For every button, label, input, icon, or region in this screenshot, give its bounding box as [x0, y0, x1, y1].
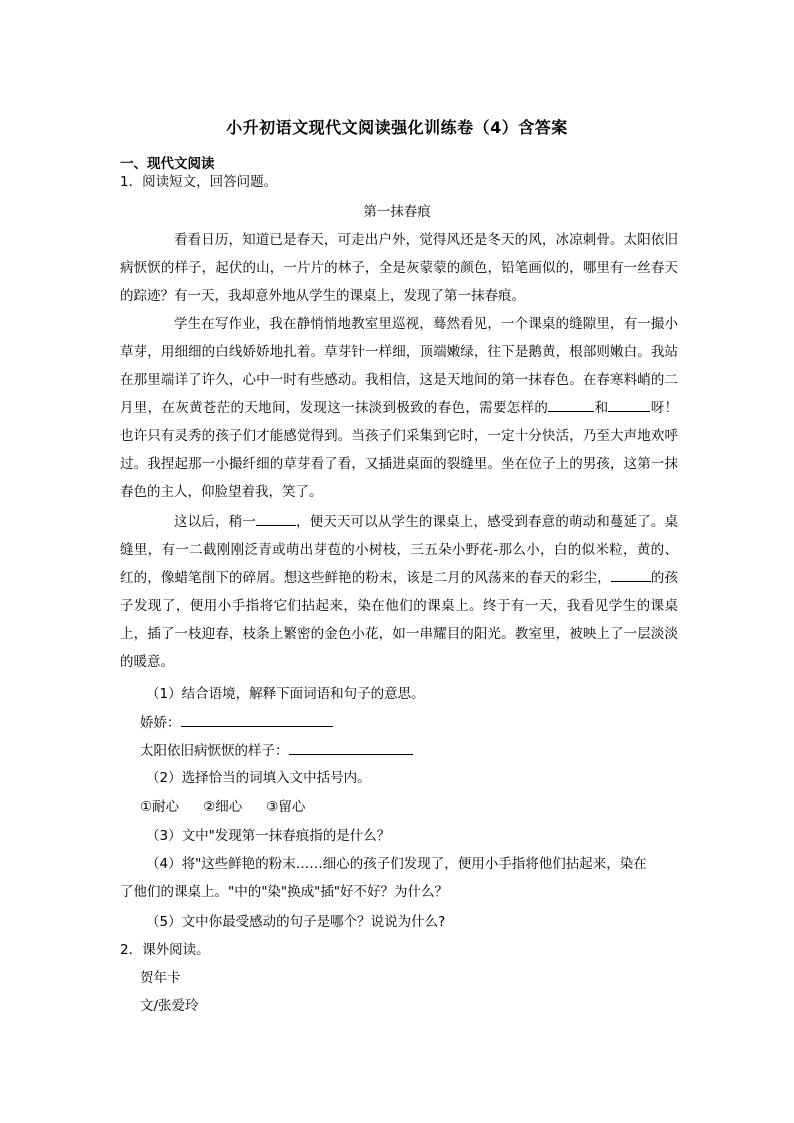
article-author: 文/张爱玲 — [140, 998, 199, 1014]
sub-question-1b — [140, 740, 700, 761]
sub-question-1a-label: 娇娇： — [140, 715, 181, 731]
question-1-intro: 1．阅读短文，回答问题。 — [120, 174, 278, 190]
fill-blank-4[interactable] — [611, 567, 651, 582]
passage-paragraph-1: 看看日历，知道已是春天，可走出户外，觉得风还是冬天的风，冰凉刺骨。太阳依旧病恹恹的样子，起伏的山，一片片的林子，全是灰蒙蒙的颜色，铅笔画似的，哪里有一丝春天的踪迹？有一天，我却意外地从学生的课桌上，发现了第一抹春痕。 — [120, 232, 678, 304]
sub-question-4-line-2: 了他们的课桌上。"中的"染"换成"插"好不好？为什么？ — [120, 884, 449, 900]
paragraph-2-part-2: 和 — [594, 400, 609, 416]
fill-blank-2[interactable] — [608, 397, 650, 412]
section-heading: 一、现代文阅读 — [120, 156, 215, 172]
fill-blank-3[interactable] — [256, 511, 296, 526]
page-title: 小升初语文现代文阅读强化训练卷（4）含答案 — [226, 118, 568, 137]
fill-blank-1[interactable] — [548, 397, 594, 412]
passage-paragraph-2 — [120, 310, 678, 506]
sub-question-1: （1）结合语境，解释下面词语和句子的意思。 — [146, 686, 425, 702]
article-title: 贺年卡 — [140, 970, 181, 986]
answer-line-1a[interactable] — [181, 712, 333, 727]
sub-question-1a — [140, 712, 700, 733]
question-2-heading: 2．课外阅读。 — [120, 942, 210, 958]
paragraph-2-part-3: 呀！也许只有灵秀的孩子们才能感觉得到。当孩子们采集到它时，一定十分快活，乃至大声地欢呼过。我捏起那一小撮纤细的草芽看了看，又插进桌面的裂缝里。坐在位子上的男孩，这第一抹春色的主人，仰脸望着我，笑了。 — [120, 400, 679, 500]
sub-question-5: （5）文中你最受感动的句子是哪个？说说为什么? — [146, 914, 446, 930]
option-2: ②细心 — [203, 799, 243, 815]
option-list — [140, 797, 700, 817]
paragraph-3-part-1: 这以后，稍一 — [174, 514, 256, 530]
option-1: ①耐心 — [140, 799, 180, 815]
option-3: ③留心 — [266, 799, 306, 815]
sub-question-4-line-1: （4）将"这些鲜艳的粉末……细心的孩子们发现了，便用小手指将他们拈起来，染在 — [146, 856, 647, 872]
sub-question-3: （3）文中"发现第一抹春痕指的是什么？ — [146, 828, 391, 844]
sub-question-2: （2）选择恰当的词填入文中括号内。 — [146, 770, 371, 786]
answer-line-1b[interactable] — [289, 740, 413, 755]
paragraph-2-part-1: 学生在写作业，我在静悄悄地教室里巡视，蓦然看见，一个课桌的缝隙里，有一撮小草芽，用细细的白线娇娇地扎着。草芽针一样细，顶端嫩绿，往下是鹅黄，根部则嫩白。我站在那里端详了许久，心中一时有些感动。我相信，这是天地间的第一抹春色。在春寒料峭的二月里，在灰黄苍茫的天地间，发现这一抹淡到极致的春色，需要怎样的 — [120, 316, 678, 416]
sub-question-1b-label: 太阳依旧病恹恹的样子： — [140, 743, 289, 759]
paragraph-3-part-2: ，便天天可以从学生的课桌上，感受到春意的萌动和蔓延了。桌缝里，有一二截刚刚泛青或萌出芽苞的小树枝，三五朵小野花-那么小，白的似米粒，黄的、红的，像蜡笔削下的碎屑。想这些鲜艳的粉末，该是二月的风荡来的春天的彩尘， — [120, 514, 679, 586]
paragraph-3-part-3: 的孩子发现了，便用小手指将它们拈起来，染在他们的课桌上。终于有一天，我看见学生的课桌上，插了一枝迎春，枝条上繁密的金色小花，如一串耀目的阳光。教室里，被映上了一层淡淡的暖意。 — [120, 570, 679, 670]
passage-title: 第一抹春痕 — [363, 204, 431, 220]
passage-paragraph-3 — [120, 508, 678, 676]
